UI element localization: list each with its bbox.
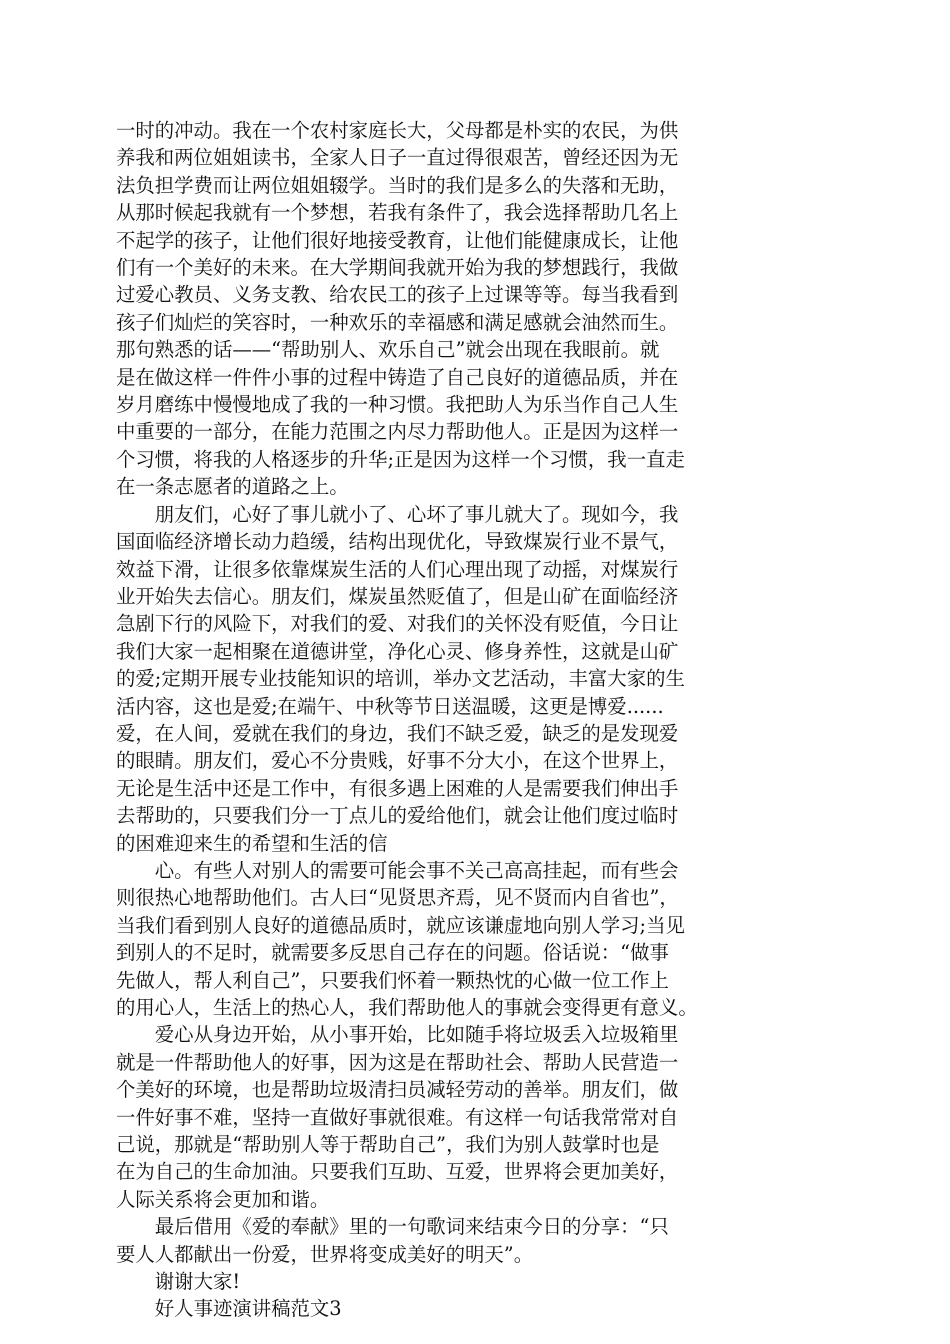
text-line: 就是一件帮助他人的好事，因为这是在帮助社会、帮助人民营造一 <box>116 1050 679 1074</box>
text-line: 个美好的环境，也是帮助垃圾清扫员减轻劳动的善举。朋友们，做 <box>116 1078 679 1102</box>
text-line: 在为自己的生命加油。只要我们互助、互爱，世界将会更加美好， <box>116 1160 679 1184</box>
text-line: 是在做这样一件件小事的过程中铸造了自己良好的道德品质，并在 <box>116 365 679 389</box>
paragraph-7 <box>116 1295 816 1322</box>
text-line: 活内容，这也是爱;在端午、中秋等节日送温暖，这更是博爱...... <box>116 694 664 718</box>
paragraph-1 <box>116 117 816 501</box>
text-line: 谢谢大家! <box>154 1270 241 1294</box>
text-line: 好人事迹演讲稿范文3 <box>154 1297 342 1321</box>
text-line: 过爱心教员、义务支教、给农民工的孩子上过课等等。每当我看到 <box>116 283 679 307</box>
text-line: 的眼睛。朋友们，爱心不分贵贱，好事不分大小，在这个世界上， <box>116 749 679 773</box>
text-line: 一件好事不难，坚持一直做好事就很难。有这样一句话我常常对自 <box>116 1105 679 1129</box>
text-line: 的困难迎来生的希望和生活的信 <box>116 831 388 855</box>
text-line: 效益下滑，让很多依靠煤炭生活的人们心理出现了动摇，对煤炭行 <box>116 557 679 581</box>
text-line: 的用心人，生活上的热心人，我们帮助他人的事就会变得更有意义。 <box>116 996 698 1019</box>
paragraph-3 <box>116 857 816 1021</box>
text-line: 一时的冲动。我在一个农村家庭长大，父母都是朴实的农民，为供 <box>116 119 679 142</box>
text-line: 我们大家一起相聚在道德讲堂，净化心灵、修身养性，这就是山矿 <box>116 639 679 663</box>
text-line: 人际关系将会更加和谐。 <box>116 1187 330 1211</box>
text-line: 个习惯，将我的人格逐步的升华;正是因为这样一个习惯，我一直走 <box>116 447 685 471</box>
text-line: 岁月磨练中慢慢地成了我的一种习惯。我把助人为乐当作自己人生 <box>116 393 679 417</box>
text-line: 法负担学费而让两位姐姐辍学。当时的我们是多么的失落和无助， <box>116 173 679 197</box>
text-line: 无论是生活中还是工作中，有很多遇上困难的人是需要我们伸出手 <box>116 776 679 800</box>
paragraph-4 <box>116 1021 816 1213</box>
paragraph-6 <box>116 1268 816 1295</box>
text-line: 爱心从身边开始，从小事开始，比如随手将垃圾丢入垃圾箱里 <box>154 1023 679 1047</box>
text-line: 孩子们灿烂的笑容时，一种欢乐的幸福感和满足感就会油然而生。 <box>116 310 679 334</box>
text-line: 们有一个美好的未来。在大学期间我就开始为我的梦想践行，我做 <box>116 256 679 280</box>
paragraph-2 <box>116 501 816 857</box>
text-line: 国面临经济增长动力趋缓，结构出现优化，导致煤炭行业不景气， <box>116 530 679 554</box>
text-line: 到别人的不足时，就需要多反思自己存在的问题。俗话说：“做事 <box>116 941 669 965</box>
text-line: 爱，在人间，爱就在我们的身边，我们不缺乏爱，缺乏的是发现爱 <box>116 721 679 745</box>
text-line: 急剧下行的风险下，对我们的爱、对我们的关怀没有贬值，今日让 <box>116 612 679 636</box>
text-line: 在一条志愿者的道路之上。 <box>116 475 349 499</box>
text-line: 要人人都献出一份爱，世界将变成美好的明天”。 <box>116 1242 534 1266</box>
document-page <box>116 117 816 1323</box>
text-line: 心。有些人对别人的需要可能会事不关己高高挂起，而有些会 <box>154 858 679 882</box>
text-line: 最后借用《爱的奉献》里的一句歌词来结束今日的分享：“只 <box>154 1215 669 1239</box>
text-line: 不起学的孩子，让他们很好地接受教育，让他们能健康成长，让他 <box>116 228 679 252</box>
text-line: 养我和两位姐姐读书，全家人日子一直过得很艰苦，曾经还因为无 <box>116 146 679 170</box>
paragraph-5 <box>116 1213 816 1268</box>
text-line: 从那时候起我就有一个梦想，若我有条件了，我会选择帮助几名上 <box>116 201 679 225</box>
text-line: 己说，那就是“帮助别人等于帮助自己”，我们为别人鼓掌时也是 <box>116 1133 660 1157</box>
text-line: 业开始失去信心。朋友们，煤炭虽然贬值了，但是山矿在面临经济 <box>116 584 679 608</box>
text-line: 那句熟悉的话——“帮助别人、欢乐自己”就会出现在我眼前。就 <box>116 338 660 362</box>
text-line: 去帮助的，只要我们分一丁点儿的爱给他们，就会让他们度过临时 <box>116 804 679 828</box>
text-line: 当我们看到别人良好的道德品质时，就应该谦虚地向别人学习;当见 <box>116 913 685 937</box>
text-line: 朋友们，心好了事儿就小了、心坏了事儿就大了。现如今，我 <box>154 502 679 526</box>
text-line: 的爱;定期开展专业技能知识的培训，举办文艺活动，丰富大家的生 <box>116 667 685 691</box>
text-line: 则很热心地帮助他们。古人曰“见贤思齐焉，见不贤而内自省也”， <box>116 886 679 910</box>
text-line: 先做人，帮人利自己”，只要我们怀着一颗热忱的心做一位工作上 <box>116 968 669 992</box>
text-line: 中重要的一部分，在能力范围之内尽力帮助他人。正是因为这样一 <box>116 420 679 444</box>
